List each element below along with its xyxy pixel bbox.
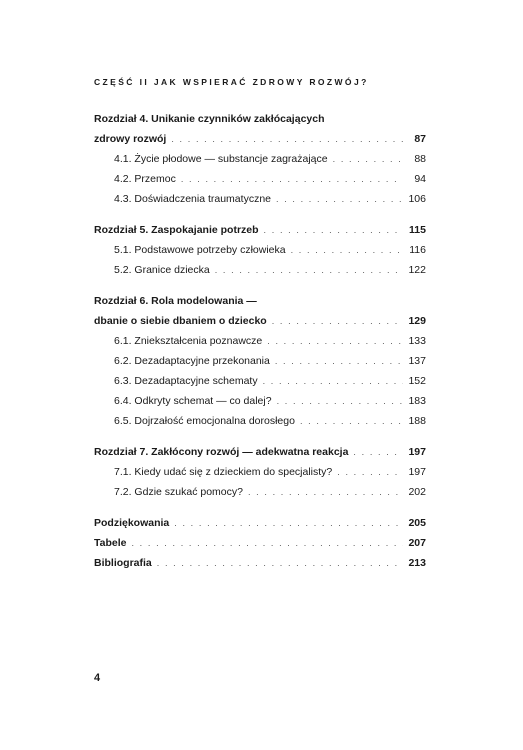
- section-entry: [94, 331, 426, 351]
- page-number: 115: [409, 224, 426, 236]
- spacer: [94, 431, 426, 442]
- section-title: 4.2. Przemoc: [114, 173, 176, 185]
- section-entry: [94, 462, 426, 482]
- back-matter-entry: [94, 513, 426, 533]
- page-number: 106: [408, 193, 426, 205]
- dot-leader: [272, 311, 403, 331]
- page-number: 152: [408, 375, 426, 387]
- page-number: 202: [408, 486, 426, 498]
- section-entry: [94, 189, 426, 209]
- page-number: 137: [408, 355, 426, 367]
- spacer: [94, 280, 426, 291]
- dot-leader: [181, 169, 403, 189]
- page-number: 207: [408, 537, 426, 549]
- chapter-title: Rozdział 7. Zakłócony rozwój — adekwatna reakcja: [94, 446, 349, 458]
- chapter-title: zdrowy rozwój: [94, 133, 167, 145]
- chapter-7-entry: [94, 442, 426, 462]
- section-title: 5.2. Granice dziecka: [114, 264, 210, 276]
- dot-leader: [264, 220, 403, 240]
- dot-leader: [277, 391, 403, 411]
- page-number: 133: [408, 335, 426, 347]
- chapter-6-entry: [94, 311, 426, 331]
- section-entry: [94, 391, 426, 411]
- section-entry: [94, 482, 426, 502]
- section-title: 7.2. Gdzie szukać pomocy?: [114, 486, 243, 498]
- page-number: 197: [408, 466, 426, 478]
- section-entry: [94, 411, 426, 431]
- part-heading: CZĘŚĆ II JAK WSPIERAĆ ZDROWY ROZWÓJ?: [94, 77, 369, 87]
- chapter-6-title-line: [94, 291, 426, 311]
- table-of-contents: [94, 109, 426, 573]
- chapter-5-entry: [94, 220, 426, 240]
- page-number: 87: [414, 133, 426, 145]
- section-entry: [94, 169, 426, 189]
- section-entry: [94, 149, 426, 169]
- back-matter-title: Tabele: [94, 537, 127, 549]
- dot-leader: [157, 553, 403, 573]
- page-number: 116: [409, 244, 426, 256]
- page-number: 197: [408, 446, 426, 458]
- page-number: 88: [414, 153, 426, 165]
- section-title: 4.1. Życie płodowe — substancje zagrażające: [114, 153, 328, 165]
- back-matter-entry: [94, 533, 426, 553]
- dot-leader: [353, 442, 403, 462]
- page-folio: 4: [94, 672, 101, 684]
- section-title: 6.1. Zniekształcenia poznawcze: [114, 335, 263, 347]
- page-number: 183: [408, 395, 426, 407]
- back-matter-title: Bibliografia: [94, 557, 152, 569]
- dot-leader: [267, 331, 403, 351]
- section-entry: [94, 371, 426, 391]
- page-number: 205: [408, 517, 426, 529]
- spacer: [94, 502, 426, 513]
- section-title: 6.3. Dezadaptacyjne schematy: [114, 375, 258, 387]
- dot-leader: [275, 351, 403, 371]
- section-title: 5.1. Podstawowe potrzeby człowieka: [114, 244, 286, 256]
- page-number: 188: [408, 415, 426, 427]
- chapter-title: Rozdział 6. Rola modelowania —: [94, 295, 257, 307]
- chapter-4-title-line: [94, 109, 426, 129]
- spacer: [94, 209, 426, 220]
- dot-leader: [300, 411, 403, 431]
- chapter-4-entry: [94, 129, 426, 149]
- dot-leader: [276, 189, 403, 209]
- back-matter-title: Podziękowania: [94, 517, 170, 529]
- page-number: 94: [414, 173, 426, 185]
- dot-leader: [171, 129, 403, 149]
- section-entry: [94, 240, 426, 260]
- chapter-title: Rozdział 4. Unikanie czynników zakłócających: [94, 113, 325, 125]
- section-title: 7.1. Kiedy udać się z dzieckiem do specjalisty?: [114, 466, 333, 478]
- dot-leader: [263, 371, 403, 391]
- dot-leader: [248, 482, 403, 502]
- section-entry: [94, 351, 426, 371]
- back-matter-entry: [94, 553, 426, 573]
- section-title: 4.3. Doświadczenia traumatyczne: [114, 193, 271, 205]
- dot-leader: [215, 260, 403, 280]
- dot-leader: [291, 240, 403, 260]
- section-title: 6.2. Dezadaptacyjne przekonania: [114, 355, 270, 367]
- chapter-title: dbanie o siebie dbaniem o dziecko: [94, 315, 267, 327]
- chapter-title: Rozdział 5. Zaspokajanie potrzeb: [94, 224, 259, 236]
- section-entry: [94, 260, 426, 280]
- page-number: 129: [408, 315, 426, 327]
- section-title: 6.4. Odkryty schemat — co dalej?: [114, 395, 272, 407]
- dot-leader: [131, 533, 403, 553]
- dot-leader: [333, 149, 403, 169]
- page-number: 213: [408, 557, 426, 569]
- page-number: 122: [408, 264, 426, 276]
- section-title: 6.5. Dojrzałość emocjonalna dorosłego: [114, 415, 295, 427]
- dot-leader: [174, 513, 403, 533]
- dot-leader: [337, 462, 403, 482]
